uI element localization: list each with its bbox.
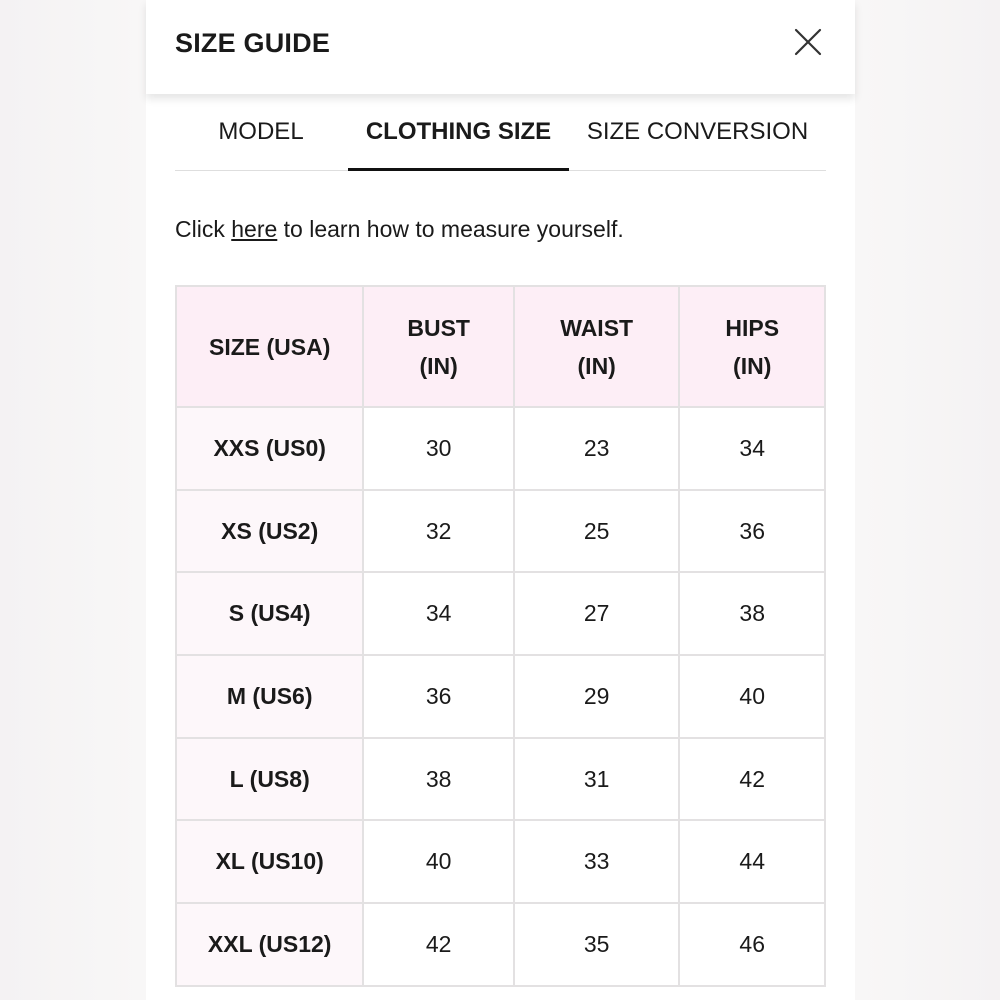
tab-size-conversion[interactable]: SIZE CONVERSION	[586, 118, 809, 145]
bust-cell: 34	[363, 572, 514, 655]
header-bust-line1: BUST	[407, 314, 470, 341]
size-guide-tabs	[175, 108, 826, 171]
table-row	[176, 407, 825, 490]
size-cell: M (US6)	[176, 655, 363, 738]
waist-cell: 31	[514, 738, 680, 821]
measure-instructions	[175, 216, 624, 243]
modal-header	[146, 0, 855, 94]
header-hips-line2: (IN)	[733, 352, 772, 379]
size-chart-table	[175, 285, 826, 987]
waist-cell: 33	[514, 820, 680, 903]
header-bust-line2: (IN)	[419, 352, 458, 379]
table-row	[176, 490, 825, 573]
hips-cell: 40	[679, 655, 825, 738]
hips-cell: 36	[679, 490, 825, 573]
size-cell: XS (US2)	[176, 490, 363, 573]
header-size-line1: SIZE (USA)	[209, 333, 331, 360]
close-icon	[792, 26, 824, 58]
size-cell: L (US8)	[176, 738, 363, 821]
bust-cell: 36	[363, 655, 514, 738]
waist-cell: 25	[514, 490, 680, 573]
header-hips	[679, 286, 825, 407]
hips-cell: 46	[679, 903, 825, 986]
measure-guide-link[interactable]: here	[231, 216, 278, 242]
hips-cell: 42	[679, 738, 825, 821]
size-cell: S (US4)	[176, 572, 363, 655]
instructions-prefix: Click	[175, 216, 232, 242]
waist-cell: 35	[514, 903, 680, 986]
modal-title: SIZE GUIDE	[175, 28, 331, 58]
bust-cell: 40	[363, 820, 514, 903]
active-tab-indicator	[348, 168, 569, 171]
bust-cell: 30	[363, 407, 514, 490]
table-row	[176, 903, 825, 986]
table-row	[176, 572, 825, 655]
bust-cell: 38	[363, 738, 514, 821]
header-bust	[363, 286, 514, 407]
waist-cell: 23	[514, 407, 680, 490]
instructions-suffix: to learn how to measure yourself.	[277, 216, 624, 242]
header-waist	[514, 286, 680, 407]
close-button[interactable]	[792, 26, 824, 58]
bust-cell: 32	[363, 490, 514, 573]
table-row	[176, 738, 825, 821]
tab-model[interactable]: MODEL	[218, 118, 304, 145]
hips-cell: 44	[679, 820, 825, 903]
header-hips-line1: HIPS	[725, 314, 780, 341]
hips-cell: 34	[679, 407, 825, 490]
size-cell: XXL (US12)	[176, 903, 363, 986]
size-guide-modal	[146, 0, 855, 1000]
header-waist-line1: WAIST	[560, 314, 634, 341]
header-size	[176, 286, 363, 407]
size-cell: XL (US10)	[176, 820, 363, 903]
hips-cell: 38	[679, 572, 825, 655]
bust-cell: 42	[363, 903, 514, 986]
table-row	[176, 820, 825, 903]
table-row	[176, 655, 825, 738]
waist-cell: 27	[514, 572, 680, 655]
tab-clothing-size[interactable]: CLOTHING SIZE	[365, 118, 552, 145]
size-cell: XXS (US0)	[176, 407, 363, 490]
table-header-row	[176, 286, 825, 407]
header-waist-line2: (IN)	[577, 352, 616, 379]
waist-cell: 29	[514, 655, 680, 738]
